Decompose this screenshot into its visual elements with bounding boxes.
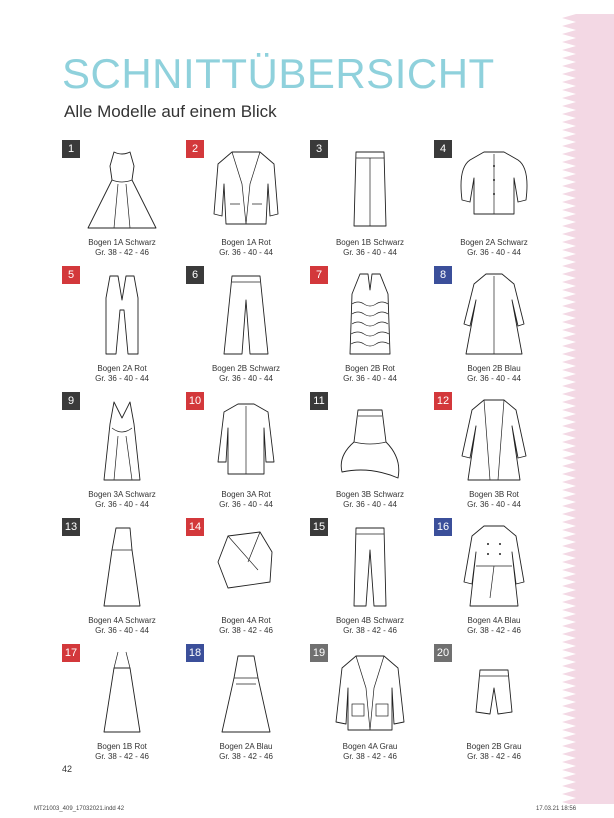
pattern-number-badge: 5 <box>62 266 80 284</box>
trench-coat-icon <box>446 522 542 608</box>
page-subtitle: Alle Modelle auf einem Blick <box>64 102 277 121</box>
pattern-number-badge: 6 <box>186 266 204 284</box>
page-number: 42 <box>62 764 73 774</box>
pattern-sizes-label: Gr. 36 - 40 - 44 <box>219 374 273 383</box>
pattern-number-badge: 8 <box>434 266 452 284</box>
footer-date: 17.03.21 18:56 <box>536 806 577 812</box>
twist-maxi-dress-icon <box>74 396 170 482</box>
pattern-sheet-label: Bogen 2A Schwarz <box>460 238 528 247</box>
pattern-number-badge: 11 <box>310 392 328 410</box>
pencil-skirt-icon <box>322 144 418 230</box>
pattern-number-badge: 20 <box>434 644 452 662</box>
pattern-number-badge: 12 <box>434 392 452 410</box>
pattern-item <box>310 392 430 514</box>
halter-dress-icon <box>198 648 294 734</box>
pattern-sheet-label: Bogen 1A Rot <box>221 238 271 247</box>
pattern-sizes-label: Gr. 38 - 42 - 46 <box>95 752 149 761</box>
puff-sleeve-blouse-icon <box>446 144 542 230</box>
pattern-item <box>434 140 554 262</box>
pattern-sheet-label: Bogen 2B Schwarz <box>211 364 281 373</box>
pattern-sizes-label: Gr. 36 - 40 - 44 <box>467 374 521 383</box>
footer-file: MT21003_409_17032021.indd 42 <box>34 806 125 812</box>
pattern-number-badge: 7 <box>310 266 328 284</box>
high-low-skirt-icon <box>322 396 418 482</box>
pattern-sizes-label: Gr. 36 - 40 - 44 <box>95 626 149 635</box>
pattern-number-badge: 1 <box>62 140 80 158</box>
pattern-sheet-label: Bogen 4A Blau <box>467 616 521 625</box>
pattern-item <box>310 518 430 640</box>
knit-maxi-vest-icon <box>322 270 418 356</box>
pattern-sizes-label: Gr. 36 - 40 - 44 <box>467 248 521 257</box>
pattern-item <box>62 392 182 514</box>
pattern-sheet-label: Bogen 4B Schwarz <box>335 616 405 625</box>
pattern-item <box>62 140 182 262</box>
pattern-sheet-label: Bogen 1A Schwarz <box>88 238 156 247</box>
pattern-number-badge: 4 <box>434 140 452 158</box>
sleeveless-flared-dress-icon <box>74 144 170 230</box>
pattern-item <box>186 392 306 514</box>
pattern-item <box>434 392 554 514</box>
pattern-sizes-label: Gr. 38 - 42 - 46 <box>343 752 397 761</box>
pattern-number-badge: 14 <box>186 518 204 536</box>
long-cardigan-icon <box>446 396 542 482</box>
pattern-sizes-label: Gr. 36 - 40 - 44 <box>95 500 149 509</box>
pattern-sheet-label: Bogen 4A Schwarz <box>88 616 156 625</box>
pattern-item <box>186 644 306 766</box>
blazer-icon <box>198 144 294 230</box>
wide-trousers-icon <box>198 270 294 356</box>
pattern-sheet-label: Bogen 3B Schwarz <box>335 490 405 499</box>
pattern-item <box>186 266 306 388</box>
pattern-sizes-label: Gr. 38 - 42 - 46 <box>219 626 273 635</box>
pattern-item <box>62 644 182 766</box>
pattern-sizes-label: Gr. 36 - 40 - 44 <box>343 374 397 383</box>
pink-zigzag-edge <box>562 14 614 804</box>
pattern-item <box>310 266 430 388</box>
pattern-sizes-label: Gr. 38 - 42 - 46 <box>219 752 273 761</box>
pattern-sizes-label: Gr. 36 - 40 - 44 <box>219 248 273 257</box>
pattern-sizes-label: Gr. 38 - 42 - 46 <box>467 752 521 761</box>
pattern-sizes-label: Gr. 36 - 40 - 44 <box>343 248 397 257</box>
pattern-number-badge: 2 <box>186 140 204 158</box>
shirt-dress-icon <box>446 270 542 356</box>
pattern-item <box>434 266 554 388</box>
pattern-sheet-label: Bogen 2A Rot <box>97 364 147 373</box>
halter-slip-dress-icon <box>74 648 170 734</box>
straight-trousers-icon <box>322 522 418 608</box>
pattern-sheet-label: Bogen 4A Grau <box>342 742 398 751</box>
pattern-item <box>186 140 306 262</box>
pattern-item <box>186 518 306 640</box>
pattern-item <box>434 518 554 640</box>
pattern-sizes-label: Gr. 38 - 42 - 46 <box>95 248 149 257</box>
pattern-sheet-label: Bogen 3A Schwarz <box>88 490 156 499</box>
long-vest-icon <box>74 270 170 356</box>
pattern-sizes-label: Gr. 36 - 40 - 44 <box>219 500 273 509</box>
pattern-sizes-label: Gr. 36 - 40 - 44 <box>467 500 521 509</box>
pattern-sizes-label: Gr. 36 - 40 - 44 <box>95 374 149 383</box>
pattern-sheet-label: Bogen 2B Rot <box>345 364 395 373</box>
pattern-sizes-label: Gr. 36 - 40 - 44 <box>343 500 397 509</box>
one-shoulder-maxi-dress-icon <box>74 522 170 608</box>
pattern-number-badge: 13 <box>62 518 80 536</box>
pattern-sheet-label: Bogen 1B Schwarz <box>335 238 405 247</box>
page-title: SCHNITTÜBERSICHT <box>62 50 495 97</box>
pattern-item <box>434 644 554 766</box>
oversized-blazer-icon <box>322 648 418 734</box>
pattern-number-badge: 3 <box>310 140 328 158</box>
pattern-number-badge: 19 <box>310 644 328 662</box>
pattern-number-badge: 17 <box>62 644 80 662</box>
shorts-icon <box>446 648 542 734</box>
pattern-sheet-label: Bogen 3A Rot <box>221 490 271 499</box>
asymmetric-top-icon <box>198 522 294 608</box>
pattern-sheet-label: Bogen 2B Grau <box>466 742 522 751</box>
pattern-item <box>62 266 182 388</box>
pattern-sheet-label: Bogen 3B Rot <box>469 490 519 499</box>
pattern-sheet-label: Bogen 4A Rot <box>221 616 271 625</box>
pattern-item <box>310 644 430 766</box>
pattern-sheet-label: Bogen 2B Blau <box>467 364 521 373</box>
pattern-sheet-label: Bogen 2A Blau <box>219 742 273 751</box>
pattern-number-badge: 15 <box>310 518 328 536</box>
pattern-number-badge: 16 <box>434 518 452 536</box>
pattern-sheet-label: Bogen 1B Rot <box>97 742 147 751</box>
pattern-number-badge: 18 <box>186 644 204 662</box>
pattern-item <box>62 518 182 640</box>
pattern-number-badge: 9 <box>62 392 80 410</box>
pattern-sizes-label: Gr. 38 - 42 - 46 <box>343 626 397 635</box>
pattern-sizes-label: Gr. 38 - 42 - 46 <box>467 626 521 635</box>
pattern-number-badge: 10 <box>186 392 204 410</box>
pattern-item <box>310 140 430 262</box>
shirt-blouse-icon <box>198 396 294 482</box>
